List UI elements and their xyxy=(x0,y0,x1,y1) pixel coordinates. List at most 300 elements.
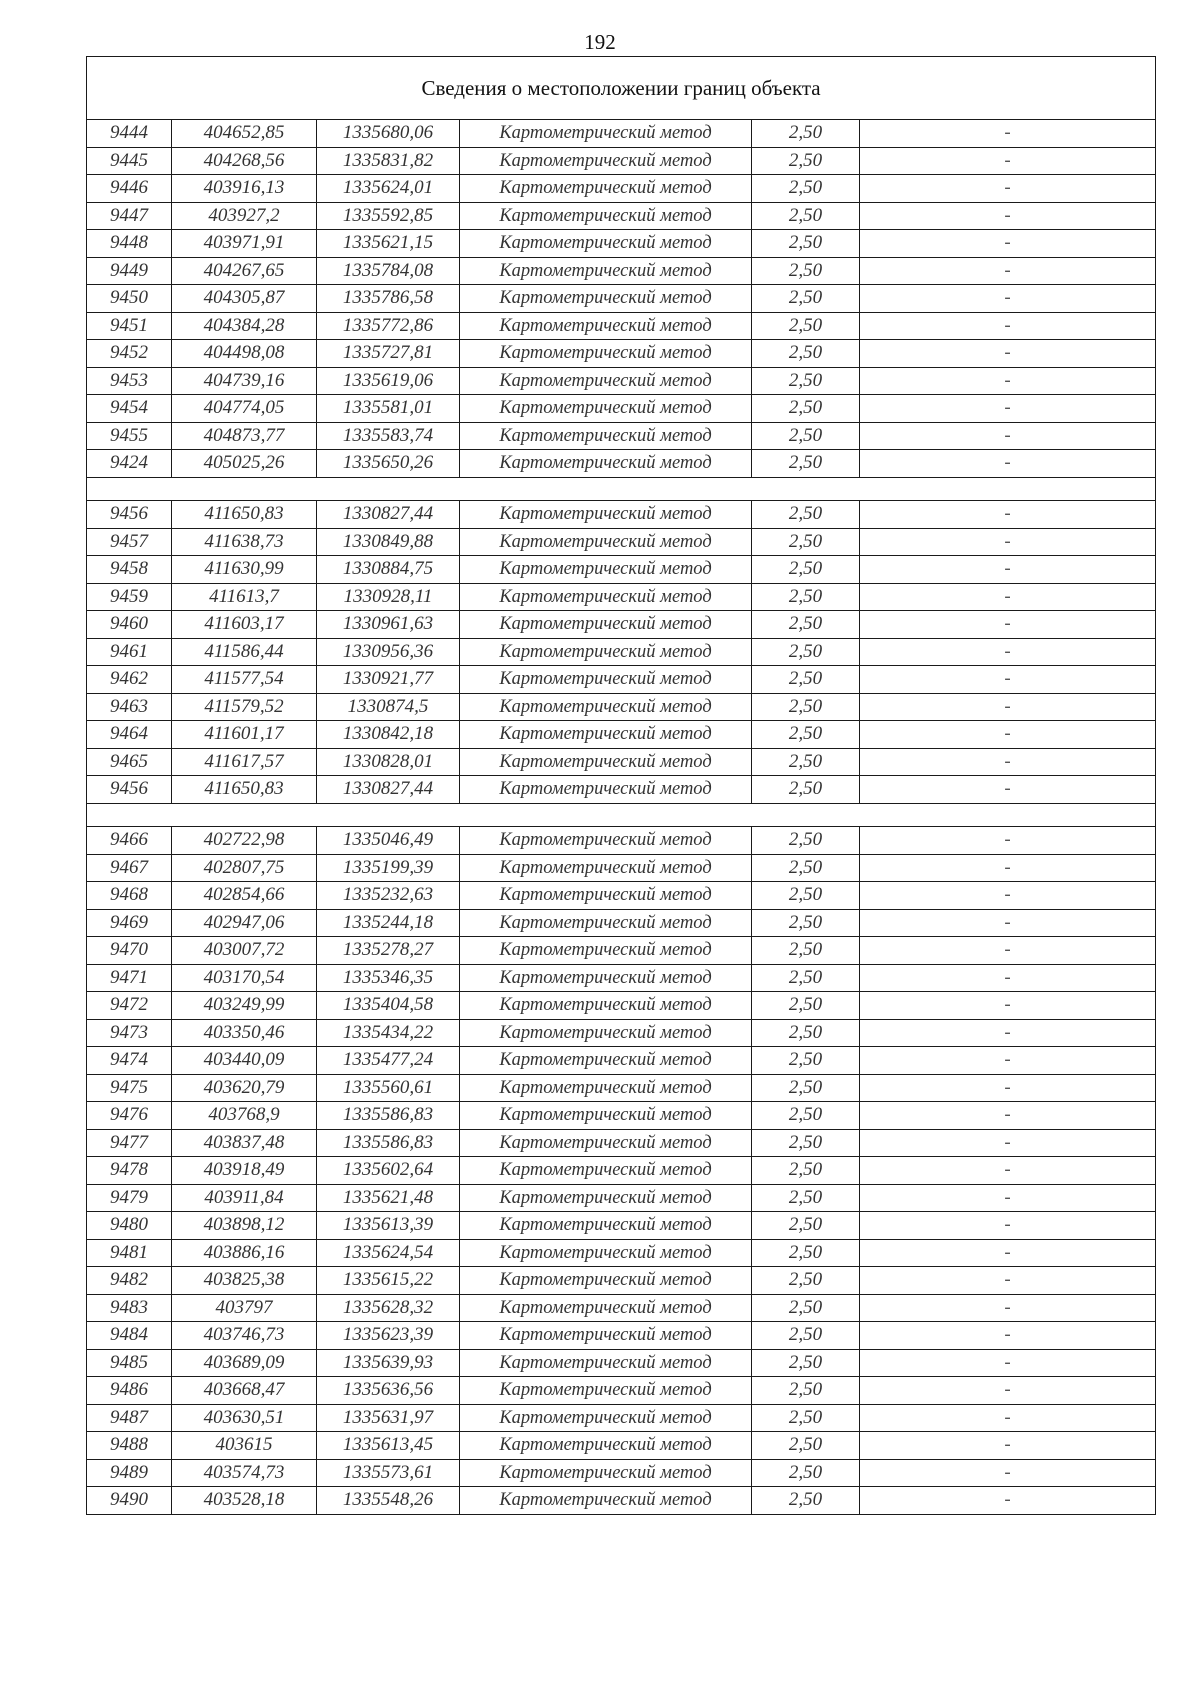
point-number-cell: 9479 xyxy=(87,1184,172,1212)
method-cell: Картометрический метод xyxy=(460,312,752,340)
table-row xyxy=(87,992,1156,1020)
method-cell: Картометрический метод xyxy=(460,1349,752,1377)
method-cell: Картометрический метод xyxy=(460,501,752,529)
accuracy-cell: 2,50 xyxy=(752,1404,860,1432)
table-row xyxy=(87,909,1156,937)
table-row xyxy=(87,1349,1156,1377)
description-cell: - xyxy=(860,1047,1156,1075)
y-coordinate-cell: 1335199,39 xyxy=(317,854,460,882)
y-coordinate-cell: 1335624,01 xyxy=(317,175,460,203)
method-cell: Картометрический метод xyxy=(460,1267,752,1295)
accuracy-cell: 2,50 xyxy=(752,1487,860,1515)
x-coordinate-cell: 403668,47 xyxy=(172,1377,317,1405)
table-row xyxy=(87,1212,1156,1240)
table-row xyxy=(87,1047,1156,1075)
x-coordinate-cell: 403440,09 xyxy=(172,1047,317,1075)
y-coordinate-cell: 1335639,93 xyxy=(317,1349,460,1377)
table-row xyxy=(87,285,1156,313)
x-coordinate-cell: 403007,72 xyxy=(172,937,317,965)
y-coordinate-cell: 1335592,85 xyxy=(317,202,460,230)
point-number-cell: 9467 xyxy=(87,854,172,882)
description-cell: - xyxy=(860,882,1156,910)
table-row xyxy=(87,748,1156,776)
description-cell: - xyxy=(860,827,1156,855)
method-cell: Картометрический метод xyxy=(460,1047,752,1075)
description-cell: - xyxy=(860,721,1156,749)
point-number-cell: 9448 xyxy=(87,230,172,258)
description-cell: - xyxy=(860,1184,1156,1212)
table-row xyxy=(87,501,1156,529)
table-row xyxy=(87,1404,1156,1432)
method-cell: Картометрический метод xyxy=(460,1102,752,1130)
table-row xyxy=(87,1074,1156,1102)
y-coordinate-cell: 1335560,61 xyxy=(317,1074,460,1102)
method-cell: Картометрический метод xyxy=(460,666,752,694)
y-coordinate-cell: 1335680,06 xyxy=(317,120,460,148)
x-coordinate-cell: 405025,26 xyxy=(172,450,317,478)
point-number-cell: 9475 xyxy=(87,1074,172,1102)
accuracy-cell: 2,50 xyxy=(752,909,860,937)
accuracy-cell: 2,50 xyxy=(752,1349,860,1377)
table-row xyxy=(87,230,1156,258)
x-coordinate-cell: 411577,54 xyxy=(172,666,317,694)
description-cell: - xyxy=(860,285,1156,313)
y-coordinate-cell: 1335583,74 xyxy=(317,422,460,450)
accuracy-cell: 2,50 xyxy=(752,583,860,611)
table-row xyxy=(87,312,1156,340)
table-row xyxy=(87,1019,1156,1047)
accuracy-cell: 2,50 xyxy=(752,230,860,258)
method-cell: Картометрический метод xyxy=(460,992,752,1020)
point-number-cell: 9459 xyxy=(87,583,172,611)
point-number-cell: 9476 xyxy=(87,1102,172,1130)
table-row xyxy=(87,964,1156,992)
description-cell: - xyxy=(860,1349,1156,1377)
point-number-cell: 9466 xyxy=(87,827,172,855)
table-row xyxy=(87,1129,1156,1157)
x-coordinate-cell: 404652,85 xyxy=(172,120,317,148)
x-coordinate-cell: 404267,65 xyxy=(172,257,317,285)
x-coordinate-cell: 402807,75 xyxy=(172,854,317,882)
x-coordinate-cell: 411579,52 xyxy=(172,693,317,721)
y-coordinate-cell: 1335586,83 xyxy=(317,1102,460,1130)
accuracy-cell: 2,50 xyxy=(752,1129,860,1157)
description-cell: - xyxy=(860,1459,1156,1487)
method-cell: Картометрический метод xyxy=(460,721,752,749)
page-number: 192 xyxy=(584,30,616,54)
table-row xyxy=(87,638,1156,666)
description-cell: - xyxy=(860,1239,1156,1267)
group-separator-row xyxy=(87,477,1156,501)
table-row xyxy=(87,1322,1156,1350)
x-coordinate-cell: 411650,83 xyxy=(172,501,317,529)
y-coordinate-cell: 1335613,45 xyxy=(317,1432,460,1460)
accuracy-cell: 2,50 xyxy=(752,1102,860,1130)
method-cell: Картометрический метод xyxy=(460,1019,752,1047)
table-row xyxy=(87,854,1156,882)
accuracy-cell: 2,50 xyxy=(752,638,860,666)
table-row xyxy=(87,1294,1156,1322)
accuracy-cell: 2,50 xyxy=(752,257,860,285)
accuracy-cell: 2,50 xyxy=(752,854,860,882)
table-row xyxy=(87,827,1156,855)
method-cell: Картометрический метод xyxy=(460,882,752,910)
method-cell: Картометрический метод xyxy=(460,1487,752,1515)
method-cell: Картометрический метод xyxy=(460,147,752,175)
table-row xyxy=(87,1459,1156,1487)
point-number-cell: 9445 xyxy=(87,147,172,175)
method-cell: Картометрический метод xyxy=(460,854,752,882)
method-cell: Картометрический метод xyxy=(460,1239,752,1267)
point-number-cell: 9468 xyxy=(87,882,172,910)
x-coordinate-cell: 411613,7 xyxy=(172,583,317,611)
accuracy-cell: 2,50 xyxy=(752,1184,860,1212)
point-number-cell: 9478 xyxy=(87,1157,172,1185)
method-cell: Картометрический метод xyxy=(460,528,752,556)
x-coordinate-cell: 404268,56 xyxy=(172,147,317,175)
accuracy-cell: 2,50 xyxy=(752,964,860,992)
point-number-cell: 9472 xyxy=(87,992,172,1020)
accuracy-cell: 2,50 xyxy=(752,1267,860,1295)
method-cell: Картометрический метод xyxy=(460,827,752,855)
y-coordinate-cell: 1330961,63 xyxy=(317,611,460,639)
description-cell: - xyxy=(860,1212,1156,1240)
method-cell: Картометрический метод xyxy=(460,285,752,313)
method-cell: Картометрический метод xyxy=(460,1432,752,1460)
group-separator-cell xyxy=(87,477,1156,501)
point-number-cell: 9470 xyxy=(87,937,172,965)
method-cell: Картометрический метод xyxy=(460,1459,752,1487)
description-cell: - xyxy=(860,422,1156,450)
table-row xyxy=(87,257,1156,285)
x-coordinate-cell: 411586,44 xyxy=(172,638,317,666)
table-row xyxy=(87,721,1156,749)
accuracy-cell: 2,50 xyxy=(752,147,860,175)
group-separator-row xyxy=(87,803,1156,827)
y-coordinate-cell: 1335613,39 xyxy=(317,1212,460,1240)
x-coordinate-cell: 403746,73 xyxy=(172,1322,317,1350)
accuracy-cell: 2,50 xyxy=(752,1157,860,1185)
method-cell: Картометрический метод xyxy=(460,1157,752,1185)
point-number-cell: 9482 xyxy=(87,1267,172,1295)
y-coordinate-cell: 1335650,26 xyxy=(317,450,460,478)
description-cell: - xyxy=(860,312,1156,340)
y-coordinate-cell: 1335346,35 xyxy=(317,964,460,992)
point-number-cell: 9462 xyxy=(87,666,172,694)
point-number-cell: 9481 xyxy=(87,1239,172,1267)
x-coordinate-cell: 403837,48 xyxy=(172,1129,317,1157)
point-number-cell: 9452 xyxy=(87,340,172,368)
accuracy-cell: 2,50 xyxy=(752,395,860,423)
point-number-cell: 9449 xyxy=(87,257,172,285)
description-cell: - xyxy=(860,693,1156,721)
point-number-cell: 9446 xyxy=(87,175,172,203)
accuracy-cell: 2,50 xyxy=(752,748,860,776)
y-coordinate-cell: 1330921,77 xyxy=(317,666,460,694)
description-cell: - xyxy=(860,964,1156,992)
table-title-row xyxy=(87,57,1156,120)
x-coordinate-cell: 411650,83 xyxy=(172,776,317,804)
accuracy-cell: 2,50 xyxy=(752,422,860,450)
table-row xyxy=(87,175,1156,203)
x-coordinate-cell: 411617,57 xyxy=(172,748,317,776)
description-cell: - xyxy=(860,1157,1156,1185)
table-row xyxy=(87,611,1156,639)
point-number-cell: 9458 xyxy=(87,556,172,584)
point-number-cell: 9483 xyxy=(87,1294,172,1322)
description-cell: - xyxy=(860,120,1156,148)
accuracy-cell: 2,50 xyxy=(752,1019,860,1047)
method-cell: Картометрический метод xyxy=(460,120,752,148)
description-cell: - xyxy=(860,202,1156,230)
description-cell: - xyxy=(860,230,1156,258)
point-number-cell: 9447 xyxy=(87,202,172,230)
accuracy-cell: 2,50 xyxy=(752,992,860,1020)
description-cell: - xyxy=(860,1487,1156,1515)
table-row xyxy=(87,528,1156,556)
x-coordinate-cell: 403898,12 xyxy=(172,1212,317,1240)
method-cell: Картометрический метод xyxy=(460,937,752,965)
y-coordinate-cell: 1330956,36 xyxy=(317,638,460,666)
accuracy-cell: 2,50 xyxy=(752,1212,860,1240)
group-separator-cell xyxy=(87,803,1156,827)
x-coordinate-cell: 403249,99 xyxy=(172,992,317,1020)
description-cell: - xyxy=(860,257,1156,285)
point-number-cell: 9450 xyxy=(87,285,172,313)
description-cell: - xyxy=(860,501,1156,529)
description-cell: - xyxy=(860,854,1156,882)
y-coordinate-cell: 1335772,86 xyxy=(317,312,460,340)
accuracy-cell: 2,50 xyxy=(752,175,860,203)
y-coordinate-cell: 1335786,58 xyxy=(317,285,460,313)
point-number-cell: 9473 xyxy=(87,1019,172,1047)
y-coordinate-cell: 1335434,22 xyxy=(317,1019,460,1047)
description-cell: - xyxy=(860,937,1156,965)
x-coordinate-cell: 403528,18 xyxy=(172,1487,317,1515)
y-coordinate-cell: 1335621,15 xyxy=(317,230,460,258)
method-cell: Картометрический метод xyxy=(460,638,752,666)
accuracy-cell: 2,50 xyxy=(752,611,860,639)
description-cell: - xyxy=(860,340,1156,368)
description-cell: - xyxy=(860,909,1156,937)
x-coordinate-cell: 404384,28 xyxy=(172,312,317,340)
boundary-coordinates-table xyxy=(86,56,1156,1515)
x-coordinate-cell: 403620,79 xyxy=(172,1074,317,1102)
y-coordinate-cell: 1330827,44 xyxy=(317,776,460,804)
table-row xyxy=(87,556,1156,584)
accuracy-cell: 2,50 xyxy=(752,776,860,804)
point-number-cell: 9486 xyxy=(87,1377,172,1405)
y-coordinate-cell: 1330884,75 xyxy=(317,556,460,584)
point-number-cell: 9455 xyxy=(87,422,172,450)
description-cell: - xyxy=(860,611,1156,639)
table-row xyxy=(87,147,1156,175)
method-cell: Картометрический метод xyxy=(460,1212,752,1240)
accuracy-cell: 2,50 xyxy=(752,693,860,721)
description-cell: - xyxy=(860,556,1156,584)
point-number-cell: 9444 xyxy=(87,120,172,148)
y-coordinate-cell: 1335244,18 xyxy=(317,909,460,937)
table-row xyxy=(87,882,1156,910)
x-coordinate-cell: 403797 xyxy=(172,1294,317,1322)
y-coordinate-cell: 1330828,01 xyxy=(317,748,460,776)
table-row xyxy=(87,1432,1156,1460)
point-number-cell: 9463 xyxy=(87,693,172,721)
y-coordinate-cell: 1335624,54 xyxy=(317,1239,460,1267)
point-number-cell: 9487 xyxy=(87,1404,172,1432)
x-coordinate-cell: 411638,73 xyxy=(172,528,317,556)
description-cell: - xyxy=(860,638,1156,666)
method-cell: Картометрический метод xyxy=(460,1404,752,1432)
point-number-cell: 9461 xyxy=(87,638,172,666)
accuracy-cell: 2,50 xyxy=(752,1074,860,1102)
table-row xyxy=(87,120,1156,148)
point-number-cell: 9469 xyxy=(87,909,172,937)
method-cell: Картометрический метод xyxy=(460,909,752,937)
description-cell: - xyxy=(860,147,1156,175)
accuracy-cell: 2,50 xyxy=(752,528,860,556)
x-coordinate-cell: 403689,09 xyxy=(172,1349,317,1377)
y-coordinate-cell: 1335548,26 xyxy=(317,1487,460,1515)
table-row xyxy=(87,1487,1156,1515)
description-cell: - xyxy=(860,1322,1156,1350)
x-coordinate-cell: 404873,77 xyxy=(172,422,317,450)
method-cell: Картометрический метод xyxy=(460,1129,752,1157)
x-coordinate-cell: 404774,05 xyxy=(172,395,317,423)
y-coordinate-cell: 1335831,82 xyxy=(317,147,460,175)
method-cell: Картометрический метод xyxy=(460,1294,752,1322)
accuracy-cell: 2,50 xyxy=(752,1322,860,1350)
method-cell: Картометрический метод xyxy=(460,257,752,285)
x-coordinate-cell: 402854,66 xyxy=(172,882,317,910)
table-row xyxy=(87,340,1156,368)
accuracy-cell: 2,50 xyxy=(752,556,860,584)
description-cell: - xyxy=(860,367,1156,395)
y-coordinate-cell: 1330928,11 xyxy=(317,583,460,611)
x-coordinate-cell: 411630,99 xyxy=(172,556,317,584)
description-cell: - xyxy=(860,450,1156,478)
accuracy-cell: 2,50 xyxy=(752,285,860,313)
point-number-cell: 9424 xyxy=(87,450,172,478)
table-row xyxy=(87,1157,1156,1185)
accuracy-cell: 2,50 xyxy=(752,721,860,749)
point-number-cell: 9471 xyxy=(87,964,172,992)
y-coordinate-cell: 1335404,58 xyxy=(317,992,460,1020)
point-number-cell: 9490 xyxy=(87,1487,172,1515)
y-coordinate-cell: 1330842,18 xyxy=(317,721,460,749)
table-row xyxy=(87,693,1156,721)
method-cell: Картометрический метод xyxy=(460,583,752,611)
x-coordinate-cell: 403170,54 xyxy=(172,964,317,992)
accuracy-cell: 2,50 xyxy=(752,666,860,694)
method-cell: Картометрический метод xyxy=(460,340,752,368)
y-coordinate-cell: 1335586,83 xyxy=(317,1129,460,1157)
y-coordinate-cell: 1335784,08 xyxy=(317,257,460,285)
y-coordinate-cell: 1335619,06 xyxy=(317,367,460,395)
accuracy-cell: 2,50 xyxy=(752,1377,860,1405)
accuracy-cell: 2,50 xyxy=(752,1459,860,1487)
description-cell: - xyxy=(860,1377,1156,1405)
point-number-cell: 9451 xyxy=(87,312,172,340)
description-cell: - xyxy=(860,748,1156,776)
x-coordinate-cell: 403574,73 xyxy=(172,1459,317,1487)
x-coordinate-cell: 403886,16 xyxy=(172,1239,317,1267)
accuracy-cell: 2,50 xyxy=(752,367,860,395)
y-coordinate-cell: 1335232,63 xyxy=(317,882,460,910)
description-cell: - xyxy=(860,583,1156,611)
method-cell: Картометрический метод xyxy=(460,1184,752,1212)
accuracy-cell: 2,50 xyxy=(752,1239,860,1267)
x-coordinate-cell: 403927,2 xyxy=(172,202,317,230)
point-number-cell: 9480 xyxy=(87,1212,172,1240)
table-row xyxy=(87,666,1156,694)
accuracy-cell: 2,50 xyxy=(752,120,860,148)
method-cell: Картометрический метод xyxy=(460,395,752,423)
description-cell: - xyxy=(860,1129,1156,1157)
method-cell: Картометрический метод xyxy=(460,611,752,639)
method-cell: Картометрический метод xyxy=(460,1377,752,1405)
y-coordinate-cell: 1335046,49 xyxy=(317,827,460,855)
method-cell: Картометрический метод xyxy=(460,964,752,992)
description-cell: - xyxy=(860,666,1156,694)
point-number-cell: 9460 xyxy=(87,611,172,639)
x-coordinate-cell: 411603,17 xyxy=(172,611,317,639)
accuracy-cell: 2,50 xyxy=(752,450,860,478)
accuracy-cell: 2,50 xyxy=(752,1432,860,1460)
accuracy-cell: 2,50 xyxy=(752,340,860,368)
y-coordinate-cell: 1335621,48 xyxy=(317,1184,460,1212)
description-cell: - xyxy=(860,1432,1156,1460)
table-row xyxy=(87,395,1156,423)
y-coordinate-cell: 1335573,61 xyxy=(317,1459,460,1487)
x-coordinate-cell: 404305,87 xyxy=(172,285,317,313)
x-coordinate-cell: 403350,46 xyxy=(172,1019,317,1047)
table-row xyxy=(87,1239,1156,1267)
table-row xyxy=(87,367,1156,395)
y-coordinate-cell: 1330874,5 xyxy=(317,693,460,721)
point-number-cell: 9453 xyxy=(87,367,172,395)
accuracy-cell: 2,50 xyxy=(752,202,860,230)
x-coordinate-cell: 403971,91 xyxy=(172,230,317,258)
point-number-cell: 9488 xyxy=(87,1432,172,1460)
table-row xyxy=(87,776,1156,804)
description-cell: - xyxy=(860,1019,1156,1047)
x-coordinate-cell: 403916,13 xyxy=(172,175,317,203)
y-coordinate-cell: 1335636,56 xyxy=(317,1377,460,1405)
method-cell: Картометрический метод xyxy=(460,748,752,776)
accuracy-cell: 2,50 xyxy=(752,501,860,529)
method-cell: Картометрический метод xyxy=(460,422,752,450)
table-row xyxy=(87,1102,1156,1130)
y-coordinate-cell: 1335628,32 xyxy=(317,1294,460,1322)
y-coordinate-cell: 1335278,27 xyxy=(317,937,460,965)
method-cell: Картометрический метод xyxy=(460,202,752,230)
point-number-cell: 9474 xyxy=(87,1047,172,1075)
method-cell: Картометрический метод xyxy=(460,1074,752,1102)
point-number-cell: 9477 xyxy=(87,1129,172,1157)
method-cell: Картометрический метод xyxy=(460,230,752,258)
method-cell: Картометрический метод xyxy=(460,693,752,721)
y-coordinate-cell: 1335615,22 xyxy=(317,1267,460,1295)
y-coordinate-cell: 1330849,88 xyxy=(317,528,460,556)
point-number-cell: 9485 xyxy=(87,1349,172,1377)
point-number-cell: 9489 xyxy=(87,1459,172,1487)
x-coordinate-cell: 411601,17 xyxy=(172,721,317,749)
accuracy-cell: 2,50 xyxy=(752,312,860,340)
accuracy-cell: 2,50 xyxy=(752,882,860,910)
description-cell: - xyxy=(860,1267,1156,1295)
x-coordinate-cell: 404739,16 xyxy=(172,367,317,395)
